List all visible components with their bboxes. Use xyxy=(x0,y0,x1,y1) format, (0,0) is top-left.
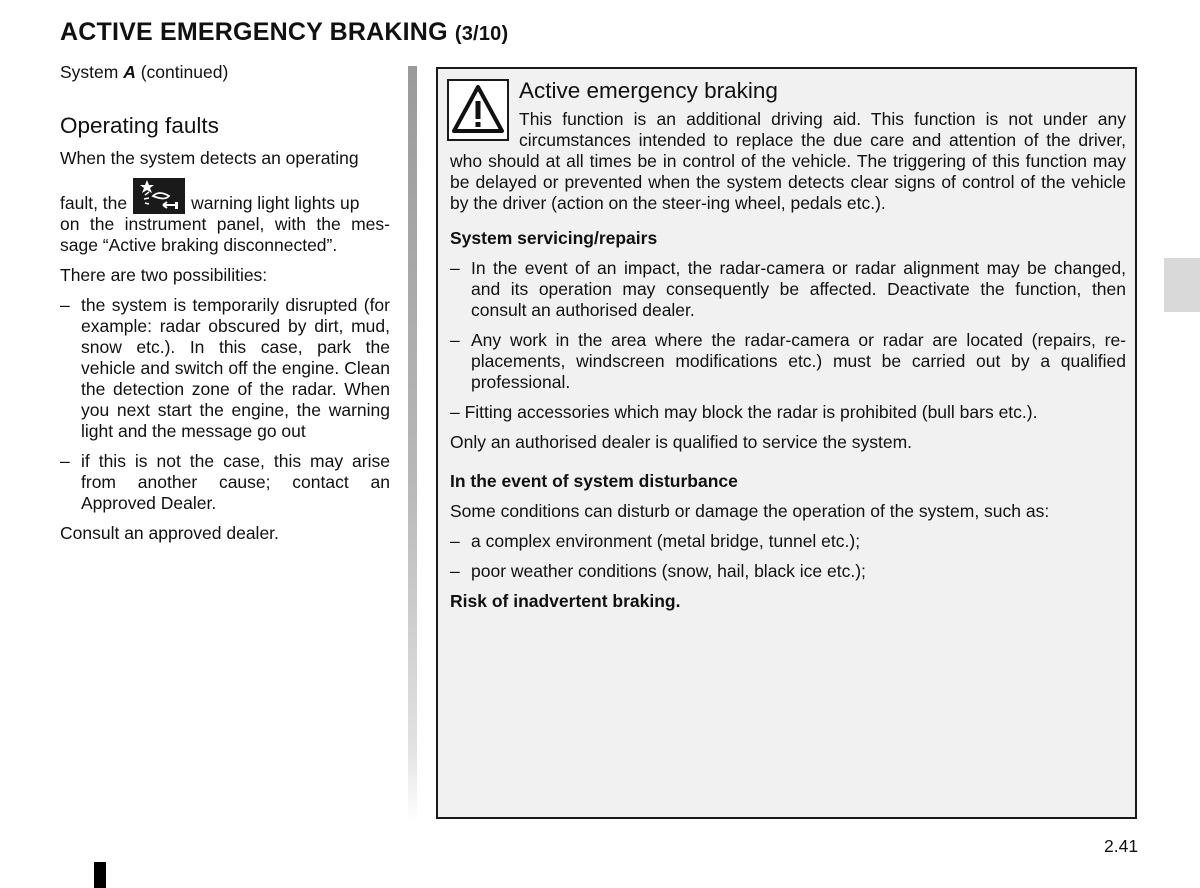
left-column xyxy=(60,62,390,544)
warning-box xyxy=(436,67,1137,819)
list-dash: – xyxy=(450,258,460,278)
warning-box-content xyxy=(450,77,1126,612)
subtitle-system-letter: A xyxy=(123,62,136,82)
para1-before-icon: fault, the xyxy=(60,193,128,213)
list-dash: – xyxy=(450,330,460,350)
servicing-item xyxy=(450,330,1126,393)
para1-line1: When the system detects an operating xyxy=(60,148,359,168)
column-separator xyxy=(408,66,417,822)
active-braking-warning-light-icon xyxy=(133,178,185,214)
servicing-item-text: In the event of an impact, the radar-camera or radar alignment may be changed, and its operation may consequently be affected. Deactivate the function, then consult an authorised dealer. xyxy=(471,258,1126,320)
list-item-text: the system is temporarily disrupted (for example: radar obscured by dirt, mud, snow etc.). In this case, park the vehicle and switch off the engine. Clean the detection zone of the radar. When you next start the engine, the warning light and the message go out xyxy=(81,295,390,441)
disturbance-item xyxy=(450,531,1126,552)
list-dash: – xyxy=(60,295,70,315)
consult-text: Consult an approved dealer. xyxy=(60,523,279,543)
section-subtitle xyxy=(60,62,390,83)
para1-rest: on the instrument panel, with the mes-sage “Active braking disconnected”. xyxy=(60,214,390,255)
operating-faults-heading: Operating faults xyxy=(60,113,219,138)
left-list-item xyxy=(60,295,390,442)
intro-text: This function is an additional driving aid. This function is not under any circumstances intended to replace the due care and attention of the driver, who should at all times be in control of the vehicle. The triggering of this function may be delayed or prevented when the system detects clear signs of control of the vehicle by the driver (action on the steer-ing wheel, pedals etc.). xyxy=(450,109,1126,213)
subtitle-suffix: (continued) xyxy=(135,62,229,82)
warning-triangle-icon xyxy=(447,79,509,141)
disturbance-item-text: poor weather conditions (snow, hail, black ice etc.); xyxy=(471,561,866,581)
para1-after-icon: warning light lights up xyxy=(191,193,360,213)
chapter-tab xyxy=(1164,258,1200,312)
servicing-item xyxy=(450,258,1126,321)
disturbance-intro: Some conditions can disturb or damage the operation of the system, such as: xyxy=(450,501,1050,521)
servicing-heading: System servicing/repairs xyxy=(450,228,658,248)
subtitle-prefix: System xyxy=(60,62,124,82)
para1-icon-line xyxy=(60,178,390,214)
dealer-text: Only an authorised dealer is qualified to service the system. xyxy=(450,432,913,452)
corner-mark xyxy=(94,862,106,888)
disturbance-heading: In the event of system disturbance xyxy=(450,471,738,491)
disturbance-item-text: a complex environment (metal bridge, tunnel etc.); xyxy=(471,531,861,551)
possibilities-text: There are two possibilities: xyxy=(60,265,268,285)
active-emergency-braking-heading: Active emergency braking xyxy=(519,78,778,103)
disturbance-item xyxy=(450,561,1126,582)
page-indicator: (3/10) xyxy=(454,23,509,45)
risk-text: Risk of inadvertent braking. xyxy=(450,591,681,611)
page-title xyxy=(60,18,508,47)
list-item-text: if this is not the case, this may arise from another cause; contact an Approved Dealer. xyxy=(81,451,390,513)
list-dash: – xyxy=(450,531,460,551)
list-dash: – xyxy=(60,451,70,471)
page-number: 2.41 xyxy=(1104,836,1139,856)
fitting-text: – Fitting accessories which may block the radar is prohibited (bull bars etc.). xyxy=(450,402,1038,422)
left-list-item xyxy=(60,451,390,514)
servicing-item-text: Any work in the area where the radar-camera or radar are located (repairs, re-placements, windscreen modifications etc.) must be carried out by a qualified professional. xyxy=(471,330,1126,392)
list-dash: – xyxy=(450,561,460,581)
page-title-text: ACTIVE EMERGENCY BRAKING xyxy=(60,18,448,46)
